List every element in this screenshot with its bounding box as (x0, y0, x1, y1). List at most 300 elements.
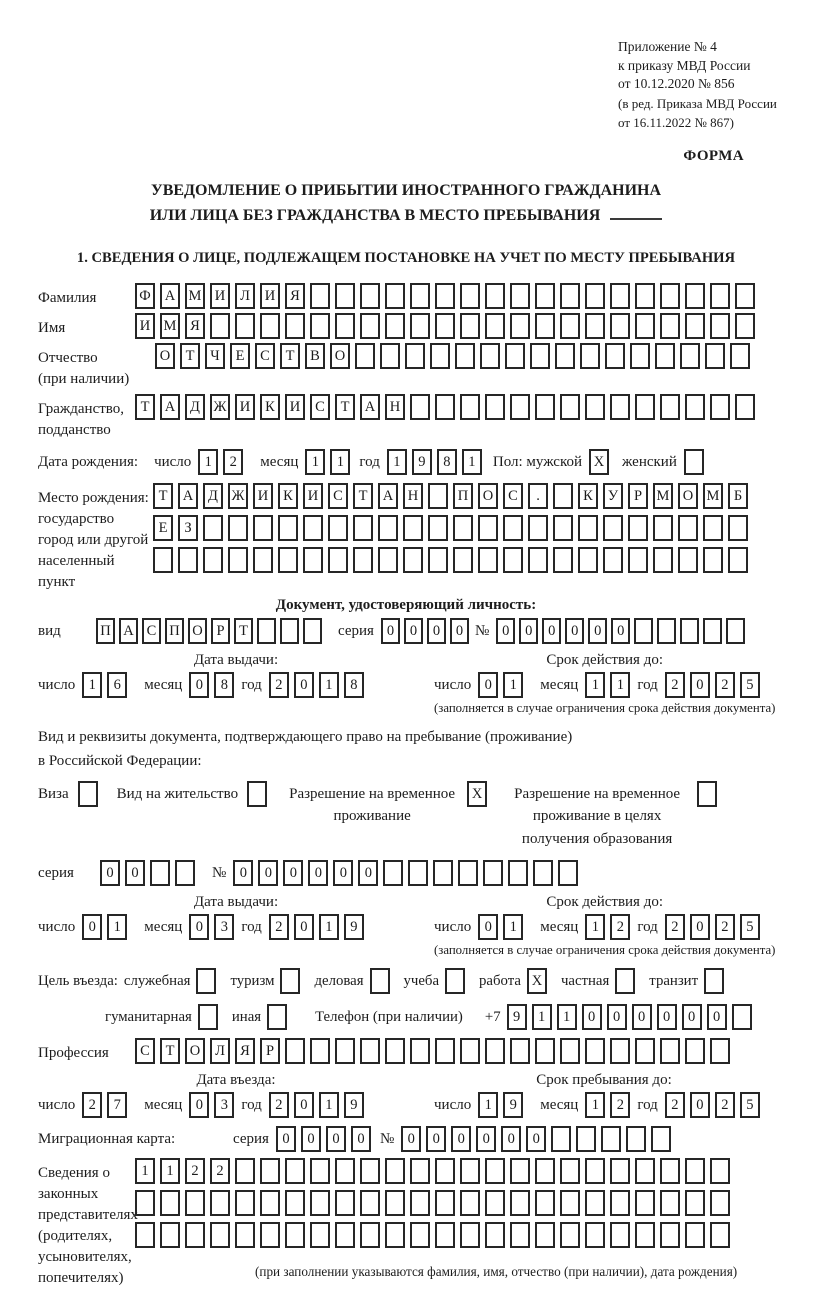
char-cell[interactable]: Т (353, 483, 373, 509)
char-cell[interactable]: Ф (135, 283, 155, 309)
char-cell[interactable] (385, 1158, 405, 1184)
char-cell[interactable]: С (503, 483, 523, 509)
char-cell[interactable] (303, 547, 323, 573)
char-cell[interactable] (285, 1190, 305, 1216)
char-cell[interactable] (680, 618, 699, 644)
char-cell[interactable] (235, 313, 255, 339)
char-cell[interactable] (626, 1126, 646, 1152)
char-cell[interactable]: П (96, 618, 115, 644)
purpose-private-checkbox[interactable] (615, 968, 635, 994)
char-cell[interactable] (178, 547, 198, 573)
char-cell[interactable]: 1 (82, 672, 102, 698)
char-cell[interactable] (280, 618, 299, 644)
char-cell[interactable]: П (165, 618, 184, 644)
char-cell[interactable] (610, 1038, 630, 1064)
char-cell[interactable] (635, 1190, 655, 1216)
char-cell[interactable]: 2 (665, 914, 685, 940)
char-cell[interactable] (210, 1222, 230, 1248)
char-cell[interactable] (410, 1158, 430, 1184)
char-cell[interactable]: Е (153, 515, 173, 541)
char-cell[interactable] (253, 515, 273, 541)
char-cell[interactable] (660, 1222, 680, 1248)
char-cell[interactable]: С (310, 394, 330, 420)
char-cell[interactable] (185, 1190, 205, 1216)
char-cell[interactable]: 0 (100, 860, 120, 886)
purpose-tourism-checkbox[interactable] (280, 968, 300, 994)
char-cell[interactable]: И (210, 283, 230, 309)
temp-residence-checkbox[interactable]: X (467, 781, 487, 807)
char-cell[interactable] (703, 515, 723, 541)
char-cell[interactable] (601, 1126, 621, 1152)
char-cell[interactable] (578, 515, 598, 541)
char-cell[interactable]: И (235, 394, 255, 420)
char-cell[interactable] (385, 283, 405, 309)
char-cell[interactable] (360, 1158, 380, 1184)
char-cell[interactable]: М (653, 483, 673, 509)
char-cell[interactable] (435, 1158, 455, 1184)
char-cell[interactable] (185, 1222, 205, 1248)
char-cell[interactable]: 0 (526, 1126, 546, 1152)
char-cell[interactable] (510, 1222, 530, 1248)
char-cell[interactable]: 0 (682, 1004, 702, 1030)
char-cell[interactable]: 0 (381, 618, 400, 644)
char-cell[interactable] (585, 1222, 605, 1248)
char-cell[interactable] (703, 547, 723, 573)
char-cell[interactable] (360, 283, 380, 309)
char-cell[interactable]: Т (280, 343, 300, 369)
char-cell[interactable] (585, 1190, 605, 1216)
char-cell[interactable] (560, 1158, 580, 1184)
char-cell[interactable]: 1 (503, 672, 523, 698)
char-cell[interactable]: 0 (607, 1004, 627, 1030)
char-cell[interactable] (405, 343, 425, 369)
char-cell[interactable] (260, 1222, 280, 1248)
char-cell[interactable]: О (185, 1038, 205, 1064)
char-cell[interactable] (335, 1222, 355, 1248)
char-cell[interactable]: 0 (450, 618, 469, 644)
purpose-study-checkbox[interactable] (445, 968, 465, 994)
char-cell[interactable]: 1 (319, 672, 339, 698)
char-cell[interactable]: 0 (588, 618, 607, 644)
char-cell[interactable]: 0 (404, 618, 423, 644)
char-cell[interactable]: 1 (478, 1092, 498, 1118)
char-cell[interactable] (428, 547, 448, 573)
char-cell[interactable] (328, 515, 348, 541)
char-cell[interactable] (533, 860, 553, 886)
char-cell[interactable] (735, 283, 755, 309)
char-cell[interactable] (680, 343, 700, 369)
char-cell[interactable]: 0 (294, 672, 314, 698)
char-cell[interactable]: О (188, 618, 207, 644)
char-cell[interactable] (257, 618, 276, 644)
residence-permit-checkbox[interactable] (247, 781, 267, 807)
char-cell[interactable]: 0 (707, 1004, 727, 1030)
char-cell[interactable]: У (603, 483, 623, 509)
char-cell[interactable] (428, 515, 448, 541)
char-cell[interactable] (285, 1038, 305, 1064)
char-cell[interactable] (485, 1222, 505, 1248)
char-cell[interactable] (503, 515, 523, 541)
char-cell[interactable]: 0 (476, 1126, 496, 1152)
char-cell[interactable] (460, 1158, 480, 1184)
char-cell[interactable] (310, 1158, 330, 1184)
char-cell[interactable]: 0 (189, 914, 209, 940)
char-cell[interactable] (203, 547, 223, 573)
char-cell[interactable]: М (185, 283, 205, 309)
char-cell[interactable] (303, 515, 323, 541)
char-cell[interactable]: 0 (283, 860, 303, 886)
char-cell[interactable]: 2 (610, 1092, 630, 1118)
char-cell[interactable]: 0 (496, 618, 515, 644)
char-cell[interactable]: 0 (358, 860, 378, 886)
char-cell[interactable] (285, 313, 305, 339)
char-cell[interactable] (508, 860, 528, 886)
char-cell[interactable]: 0 (301, 1126, 321, 1152)
char-cell[interactable] (353, 547, 373, 573)
char-cell[interactable]: 2 (223, 449, 243, 475)
char-cell[interactable]: 1 (107, 914, 127, 940)
char-cell[interactable] (403, 515, 423, 541)
char-cell[interactable] (480, 343, 500, 369)
char-cell[interactable]: С (142, 618, 161, 644)
char-cell[interactable] (510, 283, 530, 309)
char-cell[interactable]: 0 (276, 1126, 296, 1152)
char-cell[interactable] (603, 515, 623, 541)
char-cell[interactable] (485, 1190, 505, 1216)
char-cell[interactable] (435, 394, 455, 420)
char-cell[interactable] (310, 1038, 330, 1064)
char-cell[interactable]: К (278, 483, 298, 509)
char-cell[interactable] (553, 547, 573, 573)
char-cell[interactable] (685, 1190, 705, 1216)
char-cell[interactable]: 2 (210, 1158, 230, 1184)
char-cell[interactable] (378, 547, 398, 573)
char-cell[interactable]: 0 (690, 1092, 710, 1118)
char-cell[interactable]: . (528, 483, 548, 509)
char-cell[interactable] (460, 1038, 480, 1064)
char-cell[interactable] (560, 1222, 580, 1248)
char-cell[interactable] (685, 283, 705, 309)
char-cell[interactable]: 0 (294, 914, 314, 940)
char-cell[interactable] (660, 283, 680, 309)
char-cell[interactable] (585, 1158, 605, 1184)
char-cell[interactable]: О (478, 483, 498, 509)
char-cell[interactable]: Б (728, 483, 748, 509)
char-cell[interactable] (610, 1158, 630, 1184)
char-cell[interactable]: 9 (507, 1004, 527, 1030)
char-cell[interactable] (610, 1222, 630, 1248)
char-cell[interactable] (485, 313, 505, 339)
char-cell[interactable]: 2 (715, 1092, 735, 1118)
char-cell[interactable] (410, 1190, 430, 1216)
char-cell[interactable]: Я (185, 313, 205, 339)
char-cell[interactable] (435, 283, 455, 309)
char-cell[interactable]: Д (185, 394, 205, 420)
char-cell[interactable] (685, 394, 705, 420)
char-cell[interactable] (530, 343, 550, 369)
char-cell[interactable] (555, 343, 575, 369)
char-cell[interactable]: Л (210, 1038, 230, 1064)
char-cell[interactable] (610, 1190, 630, 1216)
char-cell[interactable]: И (135, 313, 155, 339)
char-cell[interactable] (403, 547, 423, 573)
char-cell[interactable]: А (378, 483, 398, 509)
char-cell[interactable] (651, 1126, 671, 1152)
char-cell[interactable]: Я (235, 1038, 255, 1064)
char-cell[interactable] (735, 394, 755, 420)
char-cell[interactable] (732, 1004, 752, 1030)
char-cell[interactable] (553, 515, 573, 541)
char-cell[interactable]: А (360, 394, 380, 420)
char-cell[interactable]: 0 (426, 1126, 446, 1152)
char-cell[interactable]: Н (385, 394, 405, 420)
char-cell[interactable] (685, 313, 705, 339)
char-cell[interactable] (660, 1190, 680, 1216)
char-cell[interactable] (460, 394, 480, 420)
char-cell[interactable] (628, 547, 648, 573)
char-cell[interactable] (160, 1190, 180, 1216)
char-cell[interactable] (560, 394, 580, 420)
char-cell[interactable] (535, 283, 555, 309)
char-cell[interactable] (453, 547, 473, 573)
char-cell[interactable]: И (303, 483, 323, 509)
char-cell[interactable] (175, 860, 195, 886)
sex-female-checkbox[interactable] (684, 449, 704, 475)
char-cell[interactable]: 5 (740, 1092, 760, 1118)
char-cell[interactable] (355, 343, 375, 369)
char-cell[interactable]: 5 (740, 672, 760, 698)
char-cell[interactable]: 1 (330, 449, 350, 475)
char-cell[interactable] (560, 283, 580, 309)
char-cell[interactable]: 2 (269, 1092, 289, 1118)
char-cell[interactable] (551, 1126, 571, 1152)
char-cell[interactable]: 0 (478, 672, 498, 698)
char-cell[interactable] (385, 313, 405, 339)
char-cell[interactable] (383, 860, 403, 886)
char-cell[interactable] (385, 1190, 405, 1216)
char-cell[interactable] (660, 1038, 680, 1064)
purpose-business-checkbox[interactable] (370, 968, 390, 994)
char-cell[interactable]: Я (285, 283, 305, 309)
char-cell[interactable] (410, 313, 430, 339)
char-cell[interactable]: 8 (437, 449, 457, 475)
char-cell[interactable] (655, 343, 675, 369)
char-cell[interactable]: К (578, 483, 598, 509)
char-cell[interactable] (535, 1158, 555, 1184)
char-cell[interactable] (228, 515, 248, 541)
char-cell[interactable] (285, 1158, 305, 1184)
char-cell[interactable]: М (160, 313, 180, 339)
char-cell[interactable] (535, 1222, 555, 1248)
char-cell[interactable] (603, 547, 623, 573)
char-cell[interactable]: Т (153, 483, 173, 509)
char-cell[interactable]: С (135, 1038, 155, 1064)
char-cell[interactable]: Ж (210, 394, 230, 420)
char-cell[interactable] (385, 1222, 405, 1248)
char-cell[interactable] (335, 1158, 355, 1184)
char-cell[interactable] (380, 343, 400, 369)
char-cell[interactable]: 0 (351, 1126, 371, 1152)
char-cell[interactable]: 0 (258, 860, 278, 886)
char-cell[interactable]: 9 (503, 1092, 523, 1118)
char-cell[interactable]: 3 (214, 914, 234, 940)
char-cell[interactable]: 0 (611, 618, 630, 644)
char-cell[interactable]: 8 (214, 672, 234, 698)
char-cell[interactable] (610, 313, 630, 339)
char-cell[interactable] (510, 1158, 530, 1184)
char-cell[interactable] (303, 618, 322, 644)
char-cell[interactable] (435, 1190, 455, 1216)
char-cell[interactable] (235, 1158, 255, 1184)
char-cell[interactable] (235, 1190, 255, 1216)
char-cell[interactable] (710, 394, 730, 420)
char-cell[interactable]: 2 (715, 672, 735, 698)
char-cell[interactable]: 0 (401, 1126, 421, 1152)
char-cell[interactable] (528, 547, 548, 573)
char-cell[interactable] (560, 1038, 580, 1064)
char-cell[interactable] (453, 515, 473, 541)
char-cell[interactable] (710, 1038, 730, 1064)
char-cell[interactable] (160, 1222, 180, 1248)
char-cell[interactable] (435, 313, 455, 339)
char-cell[interactable] (428, 483, 448, 509)
char-cell[interactable] (635, 313, 655, 339)
char-cell[interactable] (228, 547, 248, 573)
char-cell[interactable] (635, 394, 655, 420)
char-cell[interactable]: 2 (82, 1092, 102, 1118)
char-cell[interactable] (435, 1038, 455, 1064)
char-cell[interactable] (585, 394, 605, 420)
char-cell[interactable] (410, 1038, 430, 1064)
char-cell[interactable]: 0 (657, 1004, 677, 1030)
char-cell[interactable]: 2 (665, 672, 685, 698)
char-cell[interactable]: Т (180, 343, 200, 369)
char-cell[interactable] (678, 515, 698, 541)
char-cell[interactable]: Т (160, 1038, 180, 1064)
char-cell[interactable]: З (178, 515, 198, 541)
char-cell[interactable] (150, 860, 170, 886)
char-cell[interactable] (735, 313, 755, 339)
char-cell[interactable] (535, 313, 555, 339)
char-cell[interactable] (460, 313, 480, 339)
char-cell[interactable]: 0 (189, 1092, 209, 1118)
char-cell[interactable] (135, 1190, 155, 1216)
char-cell[interactable] (353, 515, 373, 541)
char-cell[interactable]: Д (203, 483, 223, 509)
char-cell[interactable]: 5 (740, 914, 760, 940)
char-cell[interactable] (535, 394, 555, 420)
char-cell[interactable]: Ж (228, 483, 248, 509)
char-cell[interactable]: 0 (690, 672, 710, 698)
purpose-humanitarian-checkbox[interactable] (198, 1004, 218, 1030)
char-cell[interactable] (660, 1158, 680, 1184)
char-cell[interactable]: М (703, 483, 723, 509)
char-cell[interactable] (505, 343, 525, 369)
char-cell[interactable]: Ч (205, 343, 225, 369)
char-cell[interactable] (410, 283, 430, 309)
purpose-transit-checkbox[interactable] (704, 968, 724, 994)
char-cell[interactable] (435, 1222, 455, 1248)
char-cell[interactable] (635, 1158, 655, 1184)
char-cell[interactable] (410, 1222, 430, 1248)
char-cell[interactable]: 2 (715, 914, 735, 940)
char-cell[interactable]: Р (628, 483, 648, 509)
char-cell[interactable]: 1 (387, 449, 407, 475)
char-cell[interactable]: 2 (665, 1092, 685, 1118)
char-cell[interactable] (635, 283, 655, 309)
char-cell[interactable] (278, 515, 298, 541)
char-cell[interactable]: 0 (189, 672, 209, 698)
char-cell[interactable]: И (260, 283, 280, 309)
char-cell[interactable]: Р (211, 618, 230, 644)
char-cell[interactable] (553, 483, 573, 509)
char-cell[interactable] (630, 343, 650, 369)
char-cell[interactable] (585, 283, 605, 309)
char-cell[interactable] (728, 515, 748, 541)
char-cell[interactable]: В (305, 343, 325, 369)
char-cell[interactable] (657, 618, 676, 644)
char-cell[interactable]: 0 (326, 1126, 346, 1152)
char-cell[interactable]: 0 (519, 618, 538, 644)
char-cell[interactable]: Е (230, 343, 250, 369)
char-cell[interactable] (503, 547, 523, 573)
char-cell[interactable]: С (328, 483, 348, 509)
char-cell[interactable] (203, 515, 223, 541)
char-cell[interactable] (478, 515, 498, 541)
char-cell[interactable]: 9 (344, 914, 364, 940)
char-cell[interactable] (285, 1222, 305, 1248)
char-cell[interactable] (558, 860, 578, 886)
char-cell[interactable] (585, 1038, 605, 1064)
char-cell[interactable]: И (253, 483, 273, 509)
char-cell[interactable] (728, 547, 748, 573)
char-cell[interactable]: 0 (294, 1092, 314, 1118)
char-cell[interactable]: 7 (107, 1092, 127, 1118)
char-cell[interactable] (485, 1038, 505, 1064)
char-cell[interactable] (458, 860, 478, 886)
char-cell[interactable]: С (255, 343, 275, 369)
char-cell[interactable]: Т (135, 394, 155, 420)
char-cell[interactable] (135, 1222, 155, 1248)
char-cell[interactable]: 0 (333, 860, 353, 886)
char-cell[interactable]: 1 (503, 914, 523, 940)
char-cell[interactable] (335, 1038, 355, 1064)
char-cell[interactable] (510, 1038, 530, 1064)
char-cell[interactable] (705, 343, 725, 369)
char-cell[interactable] (660, 313, 680, 339)
char-cell[interactable]: 0 (582, 1004, 602, 1030)
char-cell[interactable]: 1 (610, 672, 630, 698)
char-cell[interactable]: Л (235, 283, 255, 309)
char-cell[interactable] (710, 313, 730, 339)
char-cell[interactable]: П (453, 483, 473, 509)
char-cell[interactable]: 0 (125, 860, 145, 886)
char-cell[interactable] (483, 860, 503, 886)
char-cell[interactable] (578, 547, 598, 573)
char-cell[interactable]: 1 (305, 449, 325, 475)
char-cell[interactable]: 1 (532, 1004, 552, 1030)
char-cell[interactable]: 0 (690, 914, 710, 940)
sex-male-checkbox[interactable]: X (589, 449, 609, 475)
purpose-other-checkbox[interactable] (267, 1004, 287, 1030)
char-cell[interactable]: Т (335, 394, 355, 420)
char-cell[interactable] (710, 1222, 730, 1248)
char-cell[interactable] (310, 1190, 330, 1216)
char-cell[interactable] (710, 1158, 730, 1184)
char-cell[interactable]: 0 (427, 618, 446, 644)
char-cell[interactable]: 6 (107, 672, 127, 698)
char-cell[interactable]: Т (234, 618, 253, 644)
